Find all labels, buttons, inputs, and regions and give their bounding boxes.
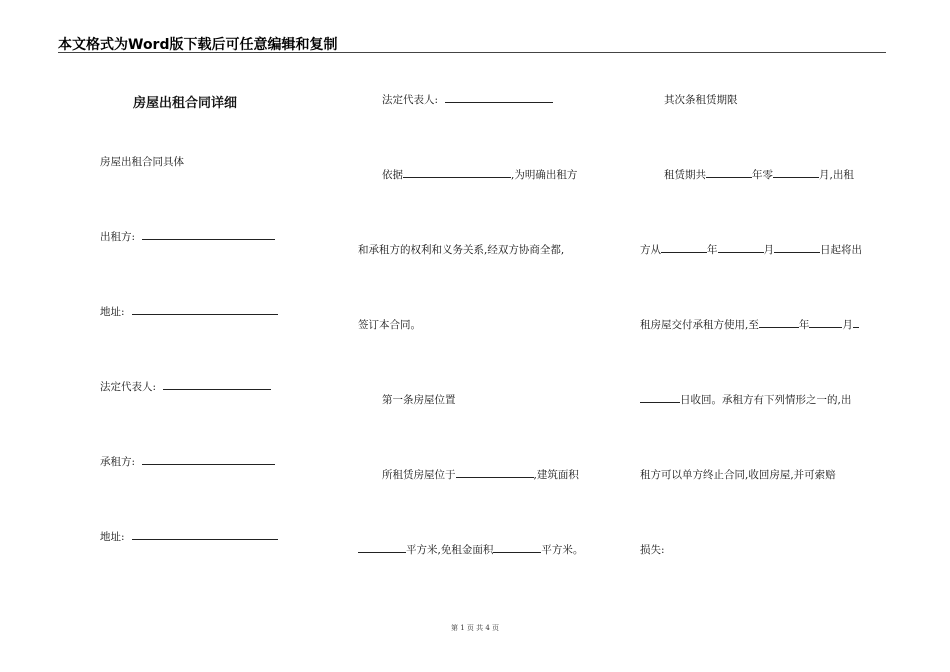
location-line bbox=[382, 468, 579, 482]
term-years-blank[interactable] bbox=[706, 168, 752, 178]
location-label: 所租赁房屋位于 bbox=[382, 469, 456, 481]
building-area-label: ,建筑面积 bbox=[533, 469, 579, 481]
legal-rep2-line bbox=[382, 93, 553, 107]
basis-purpose: ,为明确出租方 bbox=[511, 169, 578, 181]
sign-line: 签订本合同。 bbox=[358, 319, 421, 331]
legal-rep2-blank[interactable] bbox=[445, 93, 553, 103]
building-area-blank[interactable] bbox=[358, 543, 406, 553]
address1-line bbox=[100, 305, 278, 319]
header-divider bbox=[58, 52, 886, 53]
term-months-unit: 月,出租 bbox=[819, 169, 854, 181]
term-line bbox=[664, 168, 854, 182]
term-years-unit: 年零 bbox=[752, 169, 773, 181]
term-label: 租赁期共 bbox=[664, 169, 706, 181]
legal-rep1-label: 法定代表人: bbox=[100, 381, 157, 393]
lessee-line bbox=[100, 455, 275, 469]
address2-blank[interactable] bbox=[132, 530, 278, 540]
start-year-unit: 年 bbox=[707, 244, 718, 256]
free-area-blank[interactable] bbox=[493, 543, 541, 553]
article1-heading: 第一条房屋位置 bbox=[382, 394, 456, 406]
start-day-blank[interactable] bbox=[774, 243, 820, 253]
start-day-unit: 日起将出 bbox=[820, 244, 862, 256]
lessor-blank[interactable] bbox=[142, 230, 275, 240]
page-number: 第 1 页 共 4 页 bbox=[450, 624, 500, 632]
loss-line: 损失: bbox=[640, 544, 665, 556]
end-day-blank-start[interactable] bbox=[853, 318, 859, 328]
start-year-blank[interactable] bbox=[661, 243, 707, 253]
lessee-blank[interactable] bbox=[142, 455, 275, 465]
legal-rep1-blank[interactable] bbox=[163, 380, 271, 390]
termination-line: 租方可以单方终止合同,收回房屋,并可索赔 bbox=[640, 469, 836, 481]
document-title: 房屋出租合同详细 bbox=[133, 96, 238, 111]
return-line bbox=[640, 393, 851, 407]
lessee-label: 承租方: bbox=[100, 456, 136, 468]
address1-blank[interactable] bbox=[132, 305, 278, 315]
basis-line bbox=[382, 168, 577, 182]
start-date-line bbox=[640, 243, 862, 257]
start-label: 方从 bbox=[640, 244, 661, 256]
end-month-unit: 月 bbox=[842, 319, 853, 331]
area-unit: 平方米。 bbox=[541, 544, 584, 556]
end-year-blank[interactable] bbox=[759, 318, 799, 328]
document-header-title: 本文格式为Word版下载后可任意编辑和复制 bbox=[58, 37, 338, 53]
legal-rep2-label: 法定代表人: bbox=[382, 94, 439, 106]
article2-heading: 其次条租赁期限 bbox=[664, 94, 738, 106]
basis-blank[interactable] bbox=[403, 168, 511, 178]
delivery-line bbox=[640, 318, 859, 332]
start-month-unit: 月 bbox=[763, 244, 774, 256]
address2-line bbox=[100, 530, 278, 544]
end-month-blank[interactable] bbox=[809, 318, 842, 328]
delivery-label: 租房屋交付承租方使用,至 bbox=[640, 319, 759, 331]
area-line bbox=[358, 543, 583, 557]
end-year-unit: 年 bbox=[798, 319, 810, 331]
legal-rep1-line bbox=[100, 380, 271, 394]
address1-label: 地址: bbox=[100, 306, 125, 318]
address2-label: 地址: bbox=[100, 531, 125, 543]
lessor-label: 出租方: bbox=[100, 231, 136, 243]
end-day-blank[interactable] bbox=[640, 393, 680, 403]
return-text: 日收回。承租方有下列情形之一的,出 bbox=[680, 394, 852, 406]
basis-label: 依据 bbox=[382, 169, 403, 181]
start-month-blank[interactable] bbox=[718, 243, 764, 253]
rights-line: 和承租方的权利和义务关系,经双方协商全都, bbox=[358, 244, 565, 256]
free-area-label: 平方米,免租金面积 bbox=[406, 544, 494, 556]
term-months-blank[interactable] bbox=[773, 168, 819, 178]
intro-line: 房屋出租合同具体 bbox=[100, 156, 184, 168]
lessor-line bbox=[100, 230, 275, 244]
location-blank[interactable] bbox=[456, 468, 534, 478]
